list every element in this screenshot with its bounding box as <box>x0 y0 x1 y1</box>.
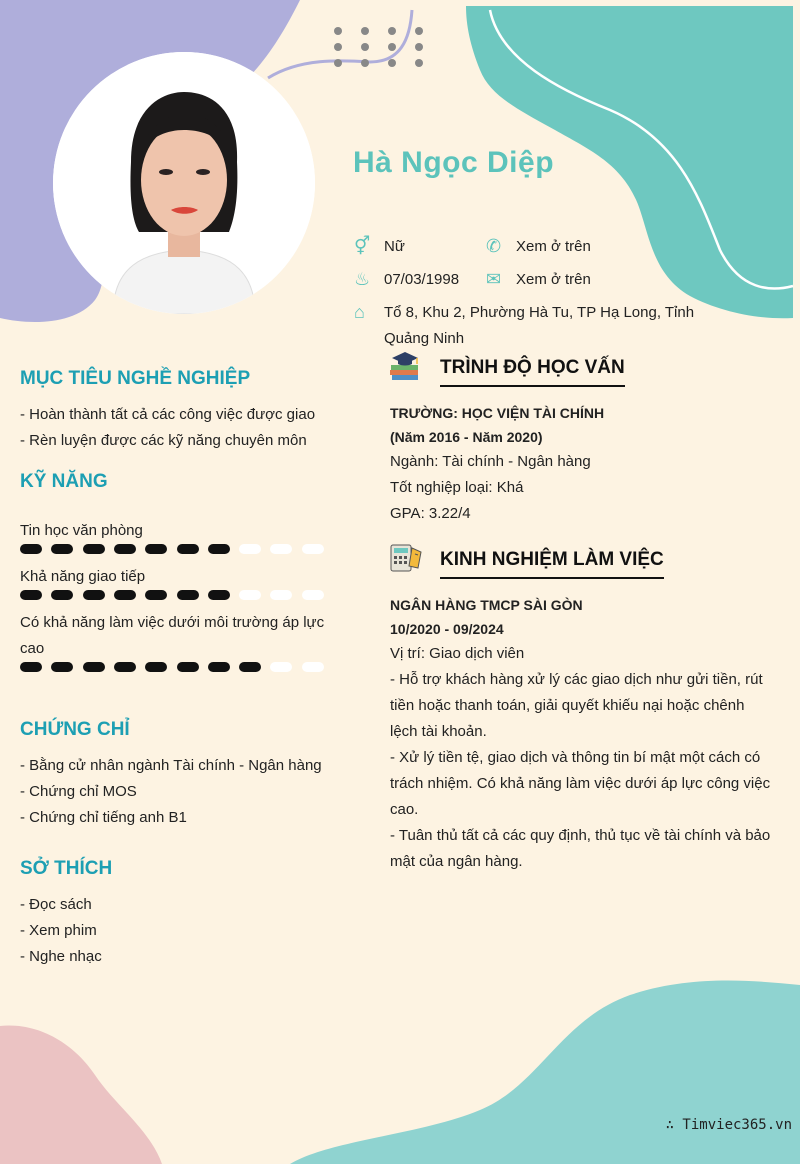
skill-segment-filled <box>114 544 136 554</box>
profile-photo <box>53 52 315 314</box>
objective-list <box>20 402 315 454</box>
skill-segment-filled <box>51 662 73 672</box>
certificates-list <box>20 753 322 831</box>
birthday-cake-icon: ♨ <box>354 269 371 289</box>
bottom-teal-blob <box>290 981 800 1164</box>
skill-label: Khả năng giao tiếp <box>20 568 146 585</box>
skill-segment-empty <box>270 662 292 672</box>
phone-value: Xem ở trên <box>516 238 591 255</box>
skill-segment-filled <box>114 590 136 600</box>
duty-item: - Hỗ trợ khách hàng xử lý các giao dịch như gửi tiền, rút tiền hoặc thanh toán, giải quyết khiếu nại hoặc chênh lệch tài khoản. <box>390 671 763 740</box>
education-line: Ngành: Tài chính - Ngân hàng <box>390 453 591 470</box>
skill-segment-filled <box>177 662 199 672</box>
pink-blob <box>0 1026 162 1164</box>
email-icon: ✉ <box>486 269 502 289</box>
skill-segment-filled <box>20 590 42 600</box>
list-item: - Nghe nhạc <box>20 948 102 965</box>
skill-bar <box>20 590 330 602</box>
skill-label: Tin học văn phòng <box>20 522 143 539</box>
education-title: TRÌNH ĐỘ HỌC VẤN <box>440 357 625 387</box>
birthday-value: 07/03/1998 <box>384 271 460 288</box>
list-item: - Chứng chỉ MOS <box>20 783 137 800</box>
duty-item: - Xử lý tiền tệ, giao dịch và thông tin bí mật một cách có trách nhiệm. Có khả năng làm việc dưới áp lực công việc cao. <box>390 749 771 818</box>
hobbies-title: SỞ THÍCH <box>20 858 113 879</box>
candidate-name: Hà Ngọc Diệp <box>353 146 555 179</box>
brand-watermark: ∴ Timviec365.vn <box>665 1117 792 1133</box>
school-name: TRƯỜNG: HỌC VIỆN TÀI CHÍNH <box>390 405 605 421</box>
duty-item: - Tuân thủ tất cả các quy định, thủ tục về tài chính và bảo mật của ngân hàng. <box>390 827 771 870</box>
list-item: - Đọc sách <box>20 896 92 913</box>
education-period: (Năm 2016 - Năm 2020) <box>390 429 543 445</box>
skill-segment-filled <box>177 590 199 600</box>
skill-segment-empty <box>302 544 324 554</box>
skill-bar <box>20 544 330 556</box>
experience-period: 10/2020 - 09/2024 <box>390 621 504 637</box>
skill-segment-filled <box>83 544 105 554</box>
skill-segment-empty <box>302 662 324 672</box>
skill-segment-filled <box>114 662 136 672</box>
skill-segment-empty <box>270 544 292 554</box>
list-item: - Rèn luyện được các kỹ năng chuyên môn <box>20 432 307 449</box>
list-item: - Hoàn thành tất cả các công việc được giao <box>20 406 316 423</box>
skill-segment-filled <box>20 544 42 554</box>
experience-content <box>390 593 775 875</box>
skill-segment-filled <box>208 590 230 600</box>
skill-segment-empty <box>270 590 292 600</box>
address-value: Tổ 8, Khu 2, Phường Hà Tu, TP Hạ Long, Tỉnh Quảng Ninh <box>384 304 695 347</box>
skill-segment-empty <box>239 590 261 600</box>
hobbies-list <box>20 892 102 970</box>
skill-segment-filled <box>51 590 73 600</box>
skill-segment-empty <box>302 590 324 600</box>
list-item: - Xem phim <box>20 922 97 939</box>
avatar-illustration <box>53 52 315 314</box>
skill-segment-filled <box>208 662 230 672</box>
list-item: - Bằng cử nhân ngành Tài chính - Ngân hàng <box>20 757 322 774</box>
skill-segment-filled <box>20 662 42 672</box>
skill-label: Có khả năng làm việc dưới môi trường áp lực cao <box>20 614 325 657</box>
email-value: Xem ở trên <box>516 271 591 288</box>
gender-icon: ⚥ <box>354 236 371 256</box>
phone-icon: ✆ <box>486 236 502 256</box>
skill-segment-filled <box>177 544 199 554</box>
home-icon: ⌂ <box>354 302 365 322</box>
education-line: GPA: 3.22/4 <box>390 505 471 522</box>
skill-segment-filled <box>145 544 167 554</box>
skill-segment-filled <box>83 662 105 672</box>
skill-segment-filled <box>145 662 167 672</box>
position: Vị trí: Giao dịch viên <box>390 645 525 662</box>
graduation-books-icon <box>388 350 424 382</box>
calculator-documents-icon <box>388 542 424 574</box>
experience-title: KINH NGHIỆM LÀM VIỆC <box>440 549 664 579</box>
certificates-title: CHỨNG CHỈ <box>20 719 130 740</box>
skill-segment-filled <box>239 662 261 672</box>
skill-bar <box>20 662 330 674</box>
objective-title: MỤC TIÊU NGHỀ NGHIỆP <box>20 368 251 389</box>
skill-segment-filled <box>145 590 167 600</box>
company-name: NGÂN HÀNG TMCP SÀI GÒN <box>390 597 583 613</box>
skill-segment-empty <box>239 544 261 554</box>
skill-segment-filled <box>208 544 230 554</box>
gender-value: Nữ <box>384 238 405 255</box>
skills-title: KỸ NĂNG <box>20 471 108 492</box>
education-line: Tốt nghiệp loại: Khá <box>390 479 524 496</box>
list-item: - Chứng chỉ tiếng anh B1 <box>20 809 187 826</box>
skill-segment-filled <box>83 590 105 600</box>
skill-segment-filled <box>51 544 73 554</box>
education-content <box>390 401 775 527</box>
